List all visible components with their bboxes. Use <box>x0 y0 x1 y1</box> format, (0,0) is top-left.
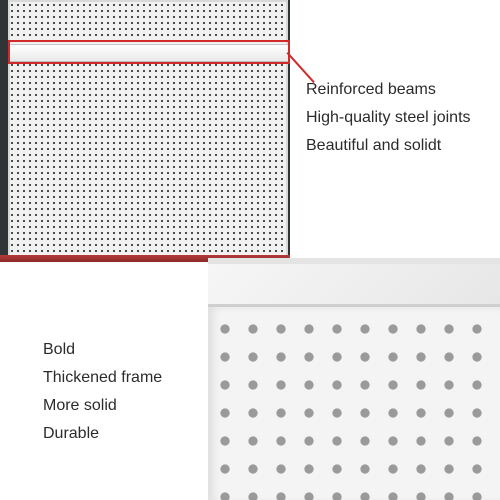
pegboard-photo-frame-closeup <box>208 258 500 500</box>
feature-item: Reinforced beams <box>306 81 436 98</box>
features-list-bottom <box>43 336 162 448</box>
feature-item: More solid <box>43 397 117 414</box>
feature-item: Bold <box>43 341 76 358</box>
perforated-panel-closeup <box>208 304 500 500</box>
features-list-top <box>306 76 471 160</box>
beam-highlight-box <box>8 40 290 64</box>
feature-item: Thickened frame <box>43 369 163 386</box>
feature-item: Beautiful and solidt <box>306 137 442 154</box>
pegboard-photo-top <box>0 0 290 262</box>
feature-item: Durable <box>43 425 100 442</box>
feature-item: High-quality steel joints <box>306 109 471 126</box>
